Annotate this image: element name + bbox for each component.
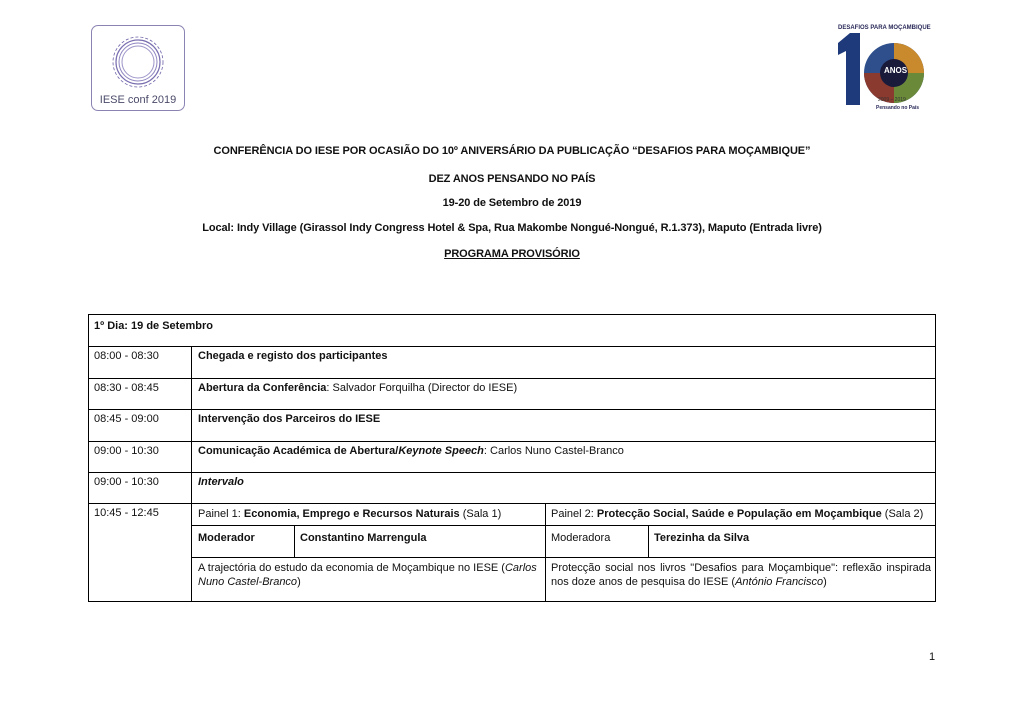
session-cell — [198, 475, 244, 489]
desafios-10-anos-logo — [832, 25, 932, 113]
day-title: 1º Dia: 19 de Setembro — [94, 320, 213, 332]
table-row — [89, 442, 935, 473]
panel-1-room: (Sala 1) — [459, 508, 502, 520]
time-cell: 08:45 - 09:00 — [94, 413, 159, 425]
circle-logo-icon — [108, 32, 168, 92]
page-number: 1 — [929, 651, 936, 663]
table-row — [89, 347, 935, 379]
session-title-italic: Keynote Speech — [398, 445, 484, 457]
session-cell — [198, 412, 380, 426]
table-row — [89, 379, 935, 410]
schedule-table — [88, 314, 936, 602]
time-cell: 08:30 - 08:45 — [94, 382, 159, 394]
panel-1-talk-end: ) — [297, 576, 301, 588]
iese-conf-logo — [91, 25, 185, 111]
panel-1-header — [198, 507, 501, 521]
panel-2-moderator-name: Terezinha da Silva — [654, 532, 750, 544]
table-row — [89, 473, 935, 504]
session-cell — [198, 381, 517, 395]
session-detail: : Carlos Nuno Castel-Branco — [483, 445, 624, 457]
session-title: Intervenção dos Parceiros do IESE — [198, 413, 381, 425]
time-cell: 08:00 - 08:30 — [94, 350, 159, 362]
logo-title: DESAFIOS PARA MOÇAMBIQUE — [838, 25, 931, 31]
panel-1-prefix: Painel 1: — [198, 508, 244, 520]
panel-1-moderator-label: Moderador — [198, 532, 255, 544]
session-title-italic: Intervalo — [198, 476, 244, 488]
panel-2-header — [551, 507, 923, 521]
panel-2-room: (Sala 2) — [881, 508, 924, 520]
panel-2-prefix: Painel 2: — [551, 508, 597, 520]
session-cell — [198, 444, 624, 458]
conference-title: CONFERÊNCIA DO IESE POR OCASIÃO DO 10º ANIVERSÁRIO DA PUBLICAÇÃO “DESAFIOS PARA MOÇAMBIQUE” — [213, 145, 811, 157]
time-cell: 09:00 - 10:30 — [94, 476, 159, 488]
panel-2-talk-end: ) — [823, 576, 827, 588]
panel-2-moderator-label: Moderadora — [551, 532, 611, 544]
conference-subtitle: DEZ ANOS PENSANDO NO PAÍS — [428, 173, 596, 185]
program-heading: PROGRAMA PROVISÓRIO — [444, 248, 580, 260]
panel-1-moderator-name: Constantino Marrengula — [300, 532, 427, 544]
session-detail: : Salvador Forquilha (Director do IESE) — [326, 382, 518, 394]
panel-1-talk — [198, 561, 538, 589]
panel-1-talk-author: Carlos Nuno Castel-Branco — [198, 562, 537, 588]
logo-anos: ANOS — [884, 66, 908, 75]
session-title: Comunicação Académica de Abertura/ — [198, 445, 399, 457]
panel-1-talk-title: A trajectória do estudo da economia de Moçambique no IESE ( — [198, 562, 505, 574]
logo-years: 2009 – 2019 — [878, 97, 906, 103]
logo-text: IESE conf 2019 — [99, 94, 177, 106]
table-row-panels — [89, 504, 935, 601]
panel-1-title: Economia, Emprego e Recursos Naturais — [243, 508, 460, 520]
time-cell: 09:00 - 10:30 — [94, 445, 159, 457]
panel-2-title: Protecção Social, Saúde e População em Moçambique — [596, 508, 882, 520]
panel-2-talk-title: Protecção social nos livros "Desafios para Moçambique": reflexão inspirada nos doze anos de pesquisa do IESE ( — [551, 562, 931, 588]
table-row-day — [89, 315, 935, 347]
time-cell: 10:45 - 12:45 — [94, 507, 159, 519]
conference-dates: 19-20 de Setembro de 2019 — [442, 197, 582, 209]
session-cell — [198, 349, 388, 363]
logo-subtitle: Pensando no País — [876, 105, 920, 111]
session-title: Abertura da Conferência — [198, 382, 327, 394]
panel-2-talk — [551, 561, 931, 589]
table-row — [89, 410, 935, 442]
conference-location: Local: Indy Village (Girassol Indy Congress Hotel & Spa, Rua Makombe Nongué-Nongué, R.1.373), Maputo (Entrada livre) — [202, 222, 822, 234]
session-title: Chegada e registo dos participantes — [198, 350, 388, 362]
panel-2-talk-author: António Francisco — [735, 576, 824, 588]
